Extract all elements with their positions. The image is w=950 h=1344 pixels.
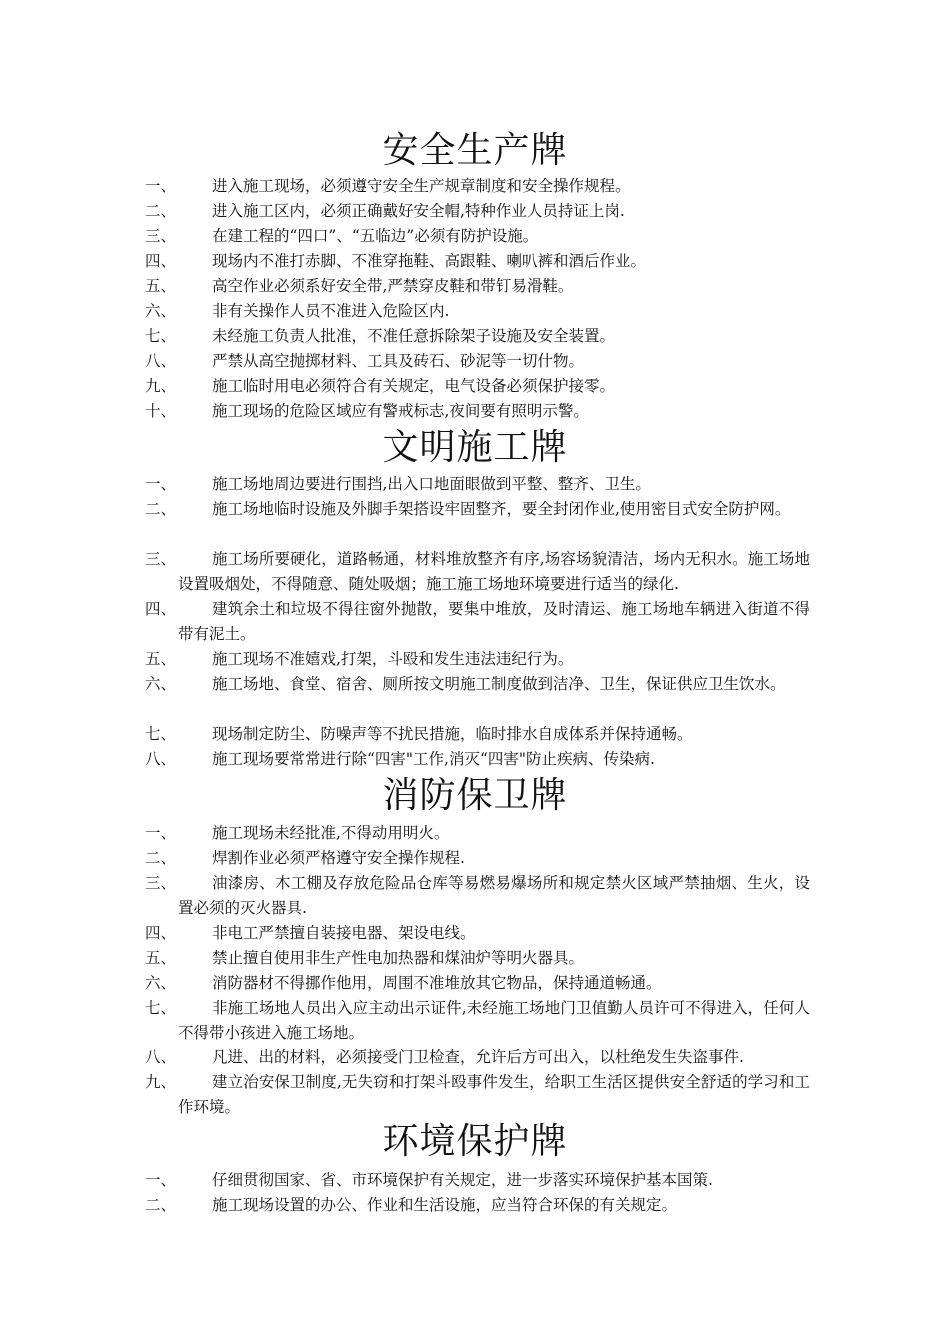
list-item [145,199,810,224]
item-number: 八、 [145,1048,177,1066]
item-text: 施工场所要硬化，道路畅通，材料堆放整齐有序,场容场貌清洁，场内无积水。施工场地设置吸烟处，不得随意、随处吸烟；施工施工场地环境要进行适当的绿化. [178,550,810,593]
list-item [145,324,810,349]
item-number: 一、 [145,824,177,842]
item-text: 油漆房、木工棚及存放危险品仓库等易燃易爆场所和规定禁火区域严禁抽烟、生火，设置必须的灭火器具. [178,874,810,917]
item-text: 施工现场设置的办公、作业和生活设施，应当符合环保的有关规定。 [212,1196,678,1214]
item-text: 凡进、出的材料，必须接受门卫检查，允许后方可出入，以杜绝发生失盗事件. [212,1048,744,1066]
item-number: 七、 [145,725,177,743]
list-item [145,946,810,971]
item-text: 未经施工负责人批准，不准任意拆除架子设施及安全装置。 [212,327,616,345]
item-number: 五、 [145,650,177,668]
list-item [145,374,810,399]
item-number: 四、 [145,924,177,942]
item-number: 二、 [145,849,177,867]
list-item [145,996,810,1046]
item-number: 二、 [145,500,177,518]
list-item [145,274,810,299]
list-item [145,1070,810,1120]
item-text: 焊割作业必须严格遵守安全操作规程. [212,849,465,867]
item-text: 建筑余土和垃圾不得往窗外抛散，要集中堆放，及时清运、施工场地车辆进入街道不得带有泥土。 [178,600,810,643]
item-number: 五、 [145,949,177,967]
item-number: 六、 [145,302,177,320]
item-text: 高空作业必须系好安全带,严禁穿皮鞋和带钉易滑鞋。 [212,277,574,295]
item-text: 进入施工现场，必须遵守安全生产规章制度和安全操作规程。 [212,177,631,195]
item-number: 六、 [145,974,177,992]
list-item [145,224,810,249]
list-item [145,871,810,921]
item-text: 施工现场要常常进行除“四害"工作,消灭“四害"防止疾病、传染病. [212,750,655,768]
list-item [145,921,810,946]
section-title-environmental-protection: 环境保护牌 [382,1121,568,1162]
item-number: 九、 [145,1073,177,1091]
section-title-civilized-construction: 文明施工牌 [382,427,568,468]
item-text: 非有关操作人员不准进入危险区内. [212,302,450,320]
list-item [145,971,810,996]
item-number: 一、 [145,1171,177,1189]
item-text: 施工现场不准嬉戏,打架，斗殴和发生违法违纪行为。 [212,650,574,668]
item-text: 施工现场的危险区域应有警戒标志,夜间要有照明示警。 [212,402,589,420]
item-number: 四、 [145,600,177,618]
list-item [145,249,810,274]
list-item [145,299,810,324]
list-item [145,547,810,597]
list-item [145,722,810,747]
item-number: 一、 [145,177,177,195]
list-item [145,846,810,871]
item-number: 八、 [145,750,177,768]
list-item [145,472,810,497]
list-item [145,497,810,522]
item-text: 严禁从高空抛掷材料、工具及砖石、砂泥等一切什物。 [212,352,585,370]
list-item [145,597,810,647]
list-item [145,672,810,697]
item-text: 施工场地周边要进行围挡,出入口地面眼做到平整、整齐、卫生。 [212,475,651,493]
list-item [145,399,810,424]
item-number: 二、 [145,1196,177,1214]
item-number: 三、 [145,874,177,892]
item-number: 十、 [145,402,177,420]
item-text: 现场制定防尘、防噪声等不扰民措施，临时排水自成体系并保持通畅。 [212,725,693,743]
item-number: 八、 [145,352,177,370]
item-number: 一、 [145,475,177,493]
item-text: 禁止擅自使用非生产性电加热器和煤油炉等明火器具。 [212,949,585,967]
item-number: 四、 [145,252,177,270]
item-text: 仔细贯彻国家、省、市环境保护有关规定，进一步落实环境保护基本国策. [212,1171,713,1189]
item-text: 消防器材不得挪作他用，周围不准堆放其它物品，保持通道畅通。 [212,974,662,992]
item-text: 现场内不准打赤脚、不准穿拖鞋、高跟鞋、喇叭裤和酒后作业。 [212,252,647,270]
item-number: 三、 [145,227,177,245]
list-item [145,1045,810,1070]
item-number: 九、 [145,377,177,395]
list-item [145,174,810,199]
item-text: 施工临时用电必须符合有关规定，电气设备必须保护接零。 [212,377,616,395]
item-text: 在建工程的“四口”、“五临边”必须有防护设施。 [212,227,539,245]
list-item [145,1193,810,1218]
section-title-safety: 安全生产牌 [382,130,568,171]
item-text: 施工场地、食堂、宿舍、厕所按文明施工制度做到洁净、卫生，保证供应卫生饮水。 [212,675,786,693]
list-item [145,647,810,672]
item-text: 施工场地临时设施及外脚手架搭设牢固整齐，要全封闭作业,使用密目式安全防护网。 [212,500,791,518]
item-text: 非施工场地人员出入应主动出示证件,未经施工场地门卫值勤人员许可不得进入，任何人不得带小孩进入施工场地。 [178,999,810,1042]
item-text: 施工现场未经批准,不得动用明火。 [212,824,450,842]
item-text: 非电工严禁擅自装接电器、架设电线。 [212,924,476,942]
item-number: 六、 [145,675,177,693]
list-item [145,1168,810,1193]
item-number: 七、 [145,327,177,345]
item-number: 二、 [145,202,177,220]
list-item [145,349,810,374]
item-number: 三、 [145,550,177,568]
item-text: 进入施工区内，必须正确戴好安全帽,特种作业人员持证上岗. [212,202,625,220]
item-number: 五、 [145,277,177,295]
list-item [145,747,810,772]
section-title-fire-security: 消防保卫牌 [382,775,568,816]
list-item [145,821,810,846]
item-text: 建立治安保卫制度,无失窃和打架斗殴事件发生，给职工生活区提供安全舒适的学习和工作环境。 [178,1073,810,1116]
item-number: 七、 [145,999,177,1017]
